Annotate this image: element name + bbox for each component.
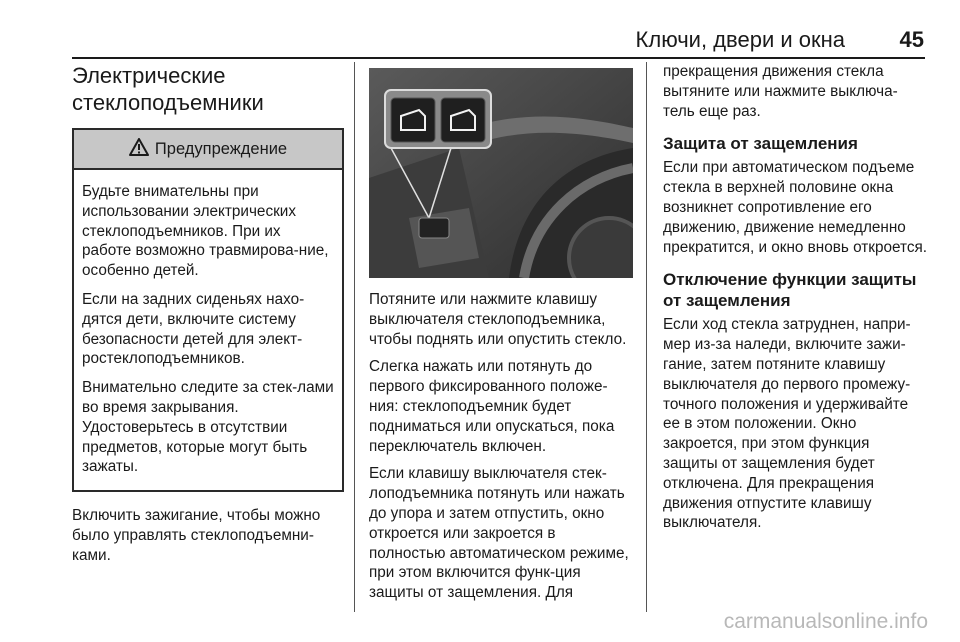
column-divider-2 [646,62,647,612]
section-title [72,62,344,116]
page-number: 45 [899,27,924,52]
warning-label: Предупреждение [154,139,288,158]
column-2 [369,68,633,611]
col2-paragraph-3: Если клавишу выключателя стек-лоподъемника потянуть или нажать до упора и затем отпустить, окно откроется или закроется в полностью автоматическом режиме, при этом включится функ-ция защиты от защемления. Для [369,465,629,602]
watermark: carmanualsonline.info [723,610,928,633]
illustration-svg [369,68,633,278]
warning-triangle-icon [129,138,149,161]
column-1 [72,62,344,574]
col3-paragraph-1: Если при автоматическом подъеме стекла в верхней половине окна возникнет сопротивление его движению, движение немедленно прекратится, и окно вновь откроется. [663,159,928,256]
col2-paragraph-1: Потяните или нажмите клавишу выключателя стеклоподъемника, чтобы поднять или опустить стекло. [369,291,627,348]
chapter-title: Ключи, двери и окна [635,27,845,52]
warning-box [72,128,344,492]
warning-paragraph-2: Если на задних сиденьях нахо-дятся дети, включите систему безопасности детей для элект-ростеклоподъемников. [82,290,305,368]
section-title-line-2: стеклоподъемники [72,90,264,115]
col3-paragraph-2: Если ход стекла затруднен, напри-мер из-за наледи, включите зажи-гание, затем потяните клавишу выключателя до первого промежу-точного положения и удерживайте ее в этом положении. Окно закроется, при этом функция защиты от защемления будет отключена. Для прекращения движения отпустите клавишу выключателя. [663,316,911,532]
col3-intro: прекращения движения стекла вытяните или нажмите выключа-тель еще раз. [663,63,898,120]
window-switch-illustration [369,68,633,278]
warning-paragraph-1: Будьте внимательны при использовании электрических стеклоподъемников. При их работе возможно травмирова-ние, особенно детей. [82,183,329,280]
warning-header [74,130,342,170]
col2-paragraph-2: Слегка нажать или потянуть до первого фиксированного положе-ния: стеклоподъемник будет подниматься или опускаться, пока переключатель включен. [369,358,615,455]
warning-paragraph-3: Внимательно следите за стек-лами во время закрывания. Удостоверьтесь в отсутствии предметов, которые могут быть зажаты. [82,379,334,476]
section-title-line-1: Электрические [72,63,226,88]
page-header [0,0,960,60]
column-divider-1 [354,62,355,612]
ignition-note: Включить зажигание, чтобы можно было управлять стеклоподъемни-ками. [72,507,321,564]
header-rule [72,57,925,59]
heading-pinch-protection: Защита от защемления [663,134,858,154]
heading-disable-pinch-protection: Отключение функции защиты от защемления [663,270,917,311]
column-3 [663,62,928,541]
warning-body [74,170,342,490]
